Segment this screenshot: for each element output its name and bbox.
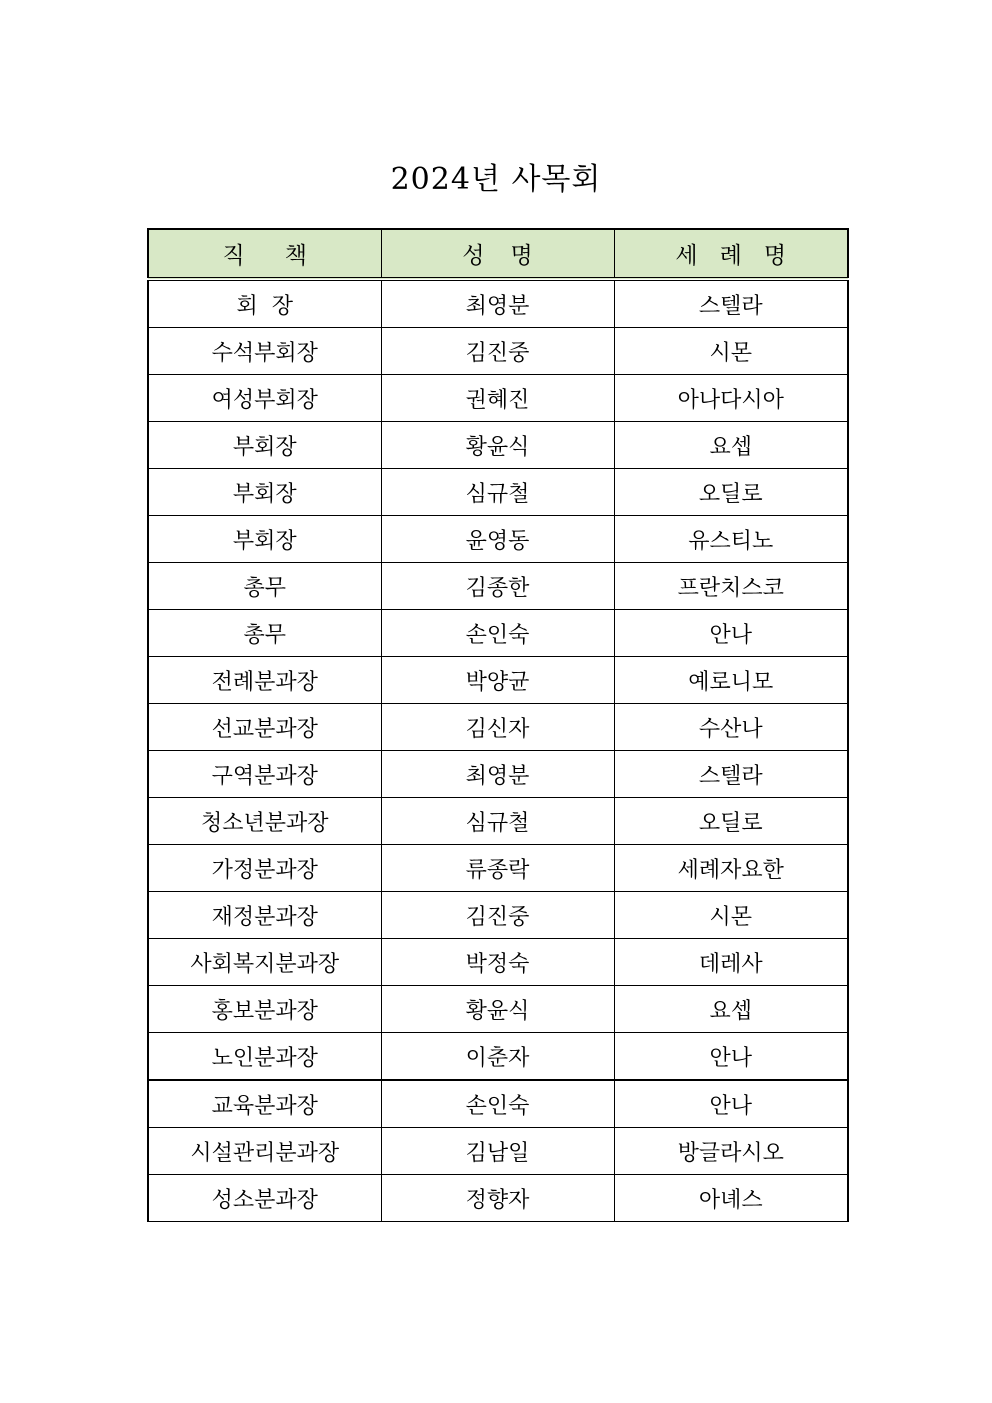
header-position: 직책 — [148, 229, 381, 279]
cell-position: 전례분과장 — [148, 657, 381, 704]
table-row — [148, 610, 848, 657]
cell-baptismal-name: 방글라시오 — [614, 1128, 848, 1175]
cell-baptismal-name: 안나 — [614, 1033, 848, 1081]
cell-baptismal-name: 아나다시아 — [614, 375, 848, 422]
cell-baptismal-name: 수산나 — [614, 704, 848, 751]
cell-name: 류종락 — [381, 845, 614, 892]
table-body — [148, 279, 848, 1222]
table-row — [148, 279, 848, 328]
cell-baptismal-name: 스텔라 — [614, 751, 848, 798]
table-row — [148, 798, 848, 845]
cell-baptismal-name: 세례자요한 — [614, 845, 848, 892]
cell-baptismal-name: 안나 — [614, 610, 848, 657]
cell-position: 가정분과장 — [148, 845, 381, 892]
cell-name: 김남일 — [381, 1128, 614, 1175]
cell-name: 김진중 — [381, 892, 614, 939]
table-row — [148, 1128, 848, 1175]
cell-position: 수석부회장 — [148, 328, 381, 375]
table-row — [148, 845, 848, 892]
cell-name: 권혜진 — [381, 375, 614, 422]
cell-baptismal-name: 데레사 — [614, 939, 848, 986]
cell-name: 최영분 — [381, 751, 614, 798]
cell-position: 총무 — [148, 610, 381, 657]
table-row — [148, 469, 848, 516]
table-row — [148, 939, 848, 986]
cell-position: 총무 — [148, 563, 381, 610]
cell-name: 박양균 — [381, 657, 614, 704]
cell-position: 회 장 — [148, 279, 381, 328]
cell-position: 성소분과장 — [148, 1175, 381, 1222]
table-row — [148, 1080, 848, 1128]
table-row — [148, 1033, 848, 1081]
cell-position: 여성부회장 — [148, 375, 381, 422]
cell-baptismal-name: 요셉 — [614, 422, 848, 469]
table-row — [148, 1175, 848, 1222]
cell-name: 손인숙 — [381, 610, 614, 657]
cell-name: 김진중 — [381, 328, 614, 375]
table-row — [148, 328, 848, 375]
cell-name: 황윤식 — [381, 986, 614, 1033]
cell-position: 재정분과장 — [148, 892, 381, 939]
cell-baptismal-name: 스텔라 — [614, 279, 848, 328]
cell-position: 노인분과장 — [148, 1033, 381, 1081]
table-row — [148, 516, 848, 563]
cell-baptismal-name: 유스티노 — [614, 516, 848, 563]
table-row — [148, 563, 848, 610]
table-row — [148, 986, 848, 1033]
cell-baptismal-name: 오딜로 — [614, 798, 848, 845]
table-row — [148, 704, 848, 751]
cell-baptismal-name: 안나 — [614, 1080, 848, 1128]
cell-position: 청소년분과장 — [148, 798, 381, 845]
cell-baptismal-name: 시몬 — [614, 892, 848, 939]
header-name: 성명 — [381, 229, 614, 279]
table-row — [148, 375, 848, 422]
cell-position: 구역분과장 — [148, 751, 381, 798]
cell-position: 부회장 — [148, 469, 381, 516]
cell-name: 이춘자 — [381, 1033, 614, 1081]
cell-baptismal-name: 프란치스코 — [614, 563, 848, 610]
cell-position: 사회복지분과장 — [148, 939, 381, 986]
cell-name: 심규철 — [381, 469, 614, 516]
cell-baptismal-name: 요셉 — [614, 986, 848, 1033]
cell-name: 김종한 — [381, 563, 614, 610]
cell-name: 김신자 — [381, 704, 614, 751]
cell-position: 부회장 — [148, 516, 381, 563]
cell-baptismal-name: 예로니모 — [614, 657, 848, 704]
cell-position: 선교분과장 — [148, 704, 381, 751]
cell-baptismal-name: 오딜로 — [614, 469, 848, 516]
cell-baptismal-name: 아녜스 — [614, 1175, 848, 1222]
table-row — [148, 892, 848, 939]
cell-position: 홍보분과장 — [148, 986, 381, 1033]
table-header-row — [148, 229, 848, 279]
cell-name: 최영분 — [381, 279, 614, 328]
table-row — [148, 751, 848, 798]
cell-position: 부회장 — [148, 422, 381, 469]
cell-name: 황윤식 — [381, 422, 614, 469]
cell-baptismal-name: 시몬 — [614, 328, 848, 375]
roster-table — [147, 228, 849, 1222]
cell-position: 시설관리분과장 — [148, 1128, 381, 1175]
cell-name: 윤영동 — [381, 516, 614, 563]
cell-name: 심규철 — [381, 798, 614, 845]
cell-name: 손인숙 — [381, 1080, 614, 1128]
cell-position: 교육분과장 — [148, 1080, 381, 1128]
cell-name: 정향자 — [381, 1175, 614, 1222]
table-row — [148, 657, 848, 704]
page-title: 2024년 사목회 — [390, 162, 602, 197]
header-baptismal-name: 세례명 — [614, 229, 848, 279]
table-row — [148, 422, 848, 469]
cell-name: 박정숙 — [381, 939, 614, 986]
